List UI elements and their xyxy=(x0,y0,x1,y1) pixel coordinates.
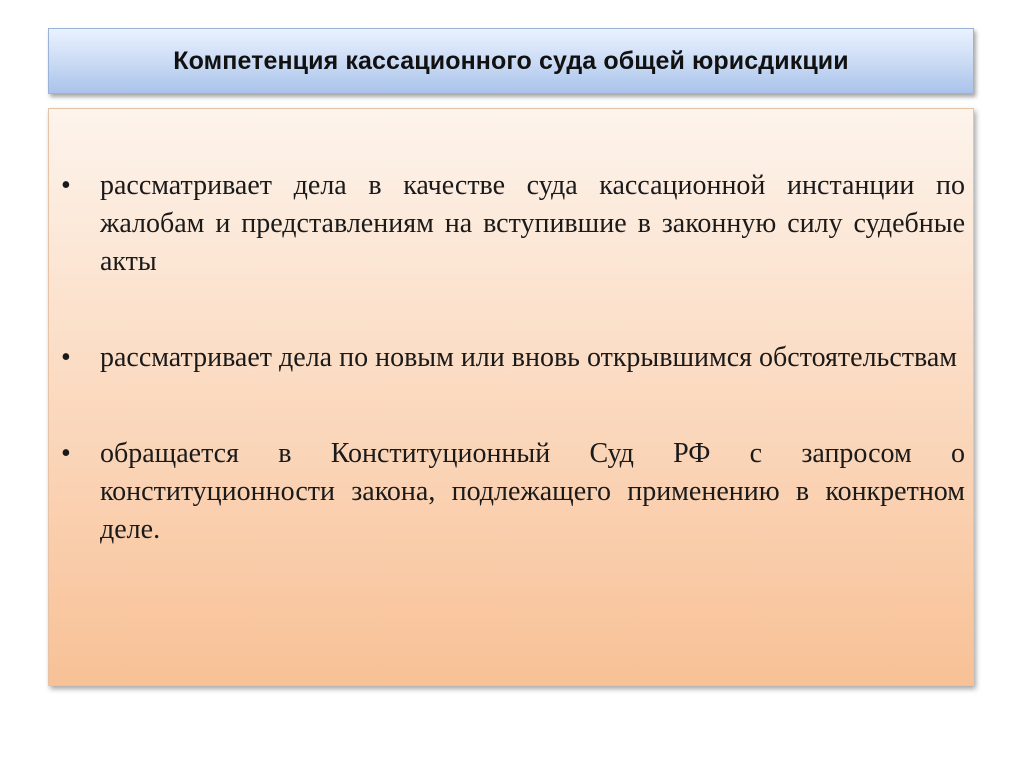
bullet-marker: • xyxy=(61,170,71,201)
slide-title: Компетенция кассационного суда общей юрисдикции xyxy=(173,46,849,75)
bullet-marker: • xyxy=(61,438,71,469)
content-panel xyxy=(48,108,974,686)
bullet-item xyxy=(49,435,975,549)
bullet-item xyxy=(49,339,975,377)
title-banner xyxy=(48,28,974,94)
bullet-text: рассматривает дела в качестве суда кассационной инстанции по жалобам и представлениям на вступившие в законную силу судебные акты xyxy=(100,170,965,277)
bullet-marker: • xyxy=(61,342,71,373)
bullet-list xyxy=(49,167,975,607)
bullet-text: обращается в Конституционный Суд РФ с запросом о конституционности закона, подлежащего применению в конкретном деле. xyxy=(100,438,965,545)
bullet-text: рассматривает дела по новым или вновь открывшимся обстоятельствам xyxy=(100,342,957,373)
bullet-item xyxy=(49,167,975,281)
